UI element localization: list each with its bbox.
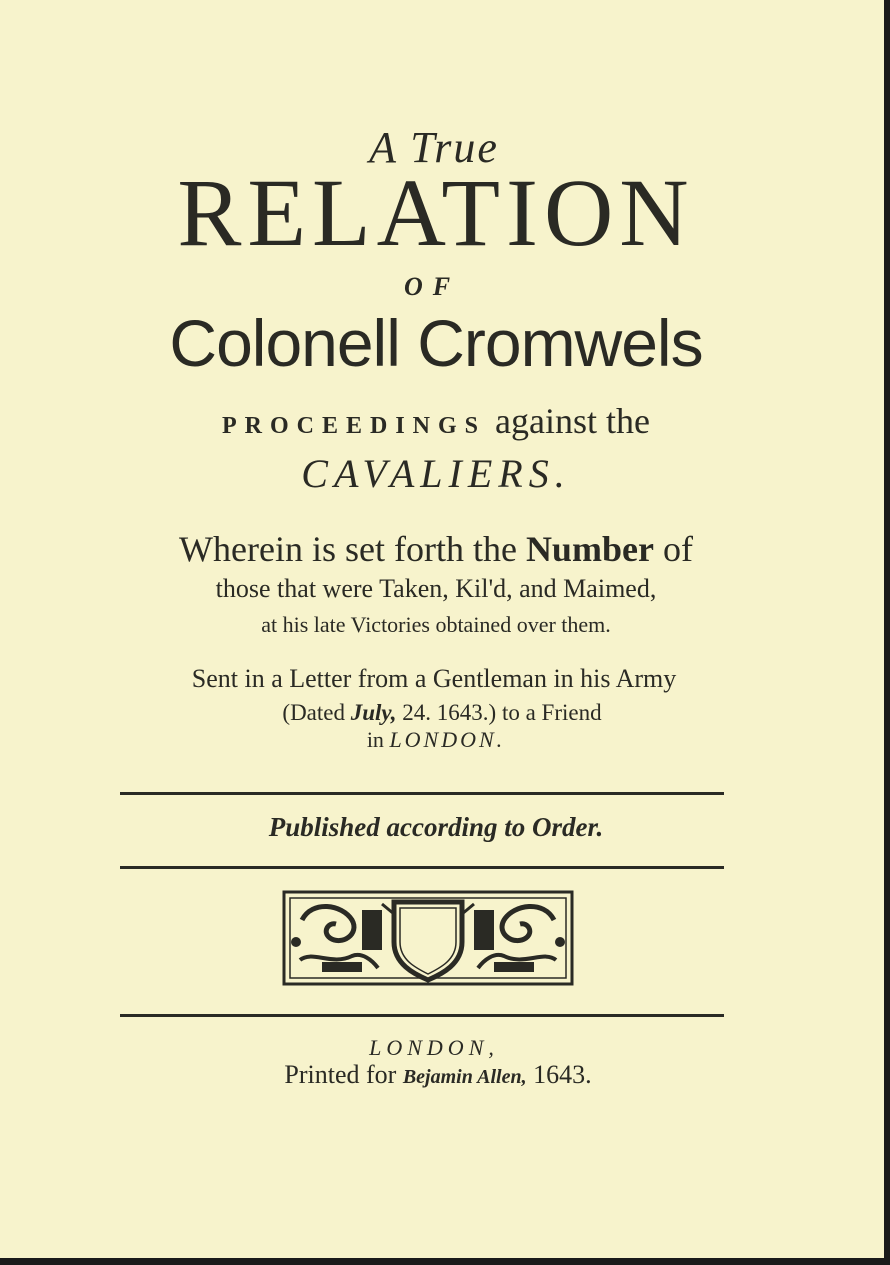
imprint-city: LONDON, [369, 1035, 499, 1060]
letter-dated: (Dated [282, 700, 345, 725]
description-text-c: of [662, 529, 693, 569]
heading-relation: RELATION [177, 159, 695, 266]
letter-date-rest: 24. 1643.) to a Friend [402, 700, 602, 725]
letter-month: July, [350, 700, 397, 725]
divider-rule [120, 1014, 724, 1017]
description-line-2: those that were Taken, Kil'd, and Maimed, [215, 574, 657, 603]
letter-line-3 [0, 727, 878, 753]
proceedings-word: PROCEEDINGS [222, 413, 487, 439]
printers-ornament [282, 890, 574, 986]
imprint-printer: Bejamin Allen, [402, 1066, 527, 1088]
description-line-3: at his late Victories obtained over them. [261, 612, 611, 637]
heading-proceedings [0, 400, 878, 442]
imprint-line [0, 1060, 880, 1090]
letter-line-1: Sent in a Letter from a Gentleman in his Army [191, 664, 677, 693]
heading-cromwels: Colonell Cromwels [169, 306, 703, 380]
letter-in: in [366, 727, 384, 752]
divider-rule [120, 866, 724, 869]
imprint-year: 1643. [533, 1060, 592, 1089]
divider-rule [120, 792, 724, 795]
letter-london: LONDON. [389, 727, 506, 752]
letter-line-2 [0, 700, 884, 726]
description-line-1 [0, 528, 878, 570]
proceedings-rest: against the [495, 401, 650, 441]
description-number: Number [525, 529, 654, 569]
published-notice: Published according to Order. [268, 812, 604, 842]
description-text-a: Wherein is set forth the [179, 529, 517, 569]
imprint-printed-for: Printed for [284, 1060, 397, 1089]
heading-a-true: A True [369, 123, 499, 172]
heading-cavaliers: CAVALIERS. [301, 451, 571, 496]
heading-of: OF [403, 272, 461, 301]
